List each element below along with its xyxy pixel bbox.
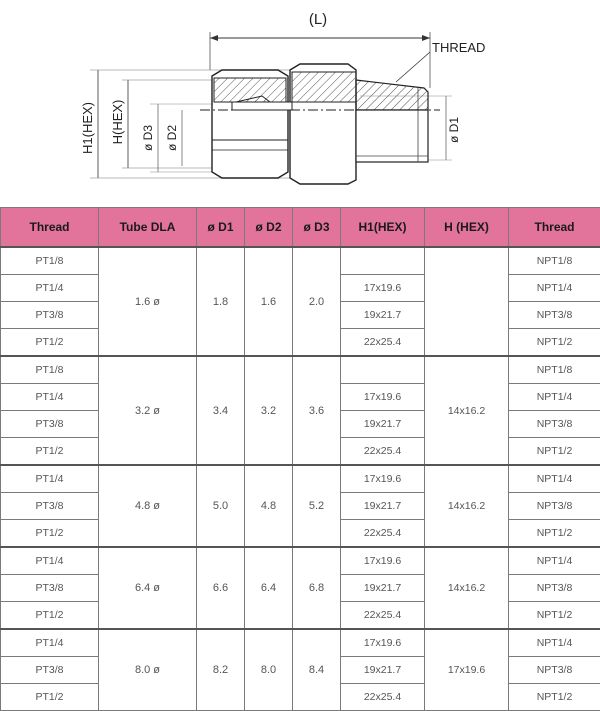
thread-cell: PT1/4 <box>1 547 99 575</box>
table-row <box>1 356 600 384</box>
thread-cell: PT1/2 <box>1 684 99 711</box>
header-thread: Thread <box>1 208 99 248</box>
thread-cell: PT3/8 <box>1 302 99 329</box>
thread-leader <box>396 52 430 82</box>
header-d3: ø D3 <box>293 208 341 248</box>
thread-label: THREAD <box>432 40 485 55</box>
d2-cell: 4.8 <box>245 465 293 547</box>
h1-hex-cell: 19x21.7 <box>341 411 425 438</box>
tube-dla-cell: 1.6 ø <box>99 247 197 356</box>
h-hex-cell <box>425 247 509 356</box>
h1-hex-cell: 22x25.4 <box>341 438 425 466</box>
h-hex-cell: 14x16.2 <box>425 465 509 547</box>
thread-cell: PT1/8 <box>1 356 99 384</box>
h1-hex-cell <box>341 247 425 275</box>
h1-label: H1(HEX) <box>80 102 95 154</box>
table-row <box>1 629 600 657</box>
thread-cell: PT1/4 <box>1 465 99 493</box>
header-d2: ø D2 <box>245 208 293 248</box>
h1-hex-cell: 17x19.6 <box>341 275 425 302</box>
thread-cell: PT1/2 <box>1 602 99 630</box>
npt-thread-cell: NPT1/4 <box>509 275 600 302</box>
thread-cell: PT1/2 <box>1 520 99 548</box>
d1-cell: 1.8 <box>197 247 245 356</box>
thread-cell: PT3/8 <box>1 493 99 520</box>
npt-thread-cell: NPT3/8 <box>509 411 600 438</box>
thread-cell: PT1/4 <box>1 384 99 411</box>
table-header-row <box>1 208 600 248</box>
npt-thread-cell: NPT1/2 <box>509 602 600 630</box>
body-section-hatch <box>292 72 356 102</box>
header-h-hex: H (HEX) <box>425 208 509 248</box>
npt-thread-cell: NPT1/8 <box>509 356 600 384</box>
length-arrow-right <box>422 35 430 41</box>
h1-hex-cell: 19x21.7 <box>341 493 425 520</box>
h1-hex-cell: 22x25.4 <box>341 520 425 548</box>
d3-cell: 5.2 <box>293 465 341 547</box>
npt-thread-cell: NPT1/2 <box>509 438 600 466</box>
d2-cell: 3.2 <box>245 356 293 465</box>
header-d1: ø D1 <box>197 208 245 248</box>
table-row <box>1 247 600 275</box>
npt-thread-cell: NPT3/8 <box>509 657 600 684</box>
d1-cell: 6.6 <box>197 547 245 629</box>
npt-thread-cell: NPT1/2 <box>509 329 600 357</box>
npt-thread-cell: NPT1/4 <box>509 384 600 411</box>
npt-thread-cell: NPT3/8 <box>509 493 600 520</box>
thread-cell: PT3/8 <box>1 657 99 684</box>
h1-hex-cell: 19x21.7 <box>341 575 425 602</box>
tube-dla-cell: 6.4 ø <box>99 547 197 629</box>
npt-thread-cell: NPT1/4 <box>509 629 600 657</box>
npt-thread-cell: NPT1/4 <box>509 465 600 493</box>
spec-table <box>0 207 600 711</box>
h1-hex-cell: 19x21.7 <box>341 657 425 684</box>
thread-cell: PT1/4 <box>1 629 99 657</box>
npt-thread-cell: NPT1/2 <box>509 684 600 711</box>
d1-cell: 8.2 <box>197 629 245 711</box>
d2-cell: 8.0 <box>245 629 293 711</box>
h1-hex-cell: 22x25.4 <box>341 684 425 711</box>
h1-hex-cell: 22x25.4 <box>341 329 425 357</box>
h1-hex-cell: 17x19.6 <box>341 629 425 657</box>
d3-cell: 2.0 <box>293 247 341 356</box>
thread-cell: PT3/8 <box>1 575 99 602</box>
d1-cell: 3.4 <box>197 356 245 465</box>
d3-cell: 3.6 <box>293 356 341 465</box>
d2-cell: 6.4 <box>245 547 293 629</box>
thread-cell: PT1/2 <box>1 438 99 466</box>
h1-hex-cell: 17x19.6 <box>341 547 425 575</box>
thread-cell: PT1/8 <box>1 247 99 275</box>
length-label: (L) <box>309 11 327 28</box>
h-hex-cell: 14x16.2 <box>425 356 509 465</box>
header-tube-dla: Tube DLA <box>99 208 197 248</box>
d3-cell: 6.8 <box>293 547 341 629</box>
h-hex-cell: 14x16.2 <box>425 547 509 629</box>
npt-thread-cell: NPT3/8 <box>509 302 600 329</box>
thread-cell: PT1/2 <box>1 329 99 357</box>
d1-cell: 5.0 <box>197 465 245 547</box>
tube-stub <box>232 102 292 110</box>
h1-hex-cell: 22x25.4 <box>341 602 425 630</box>
npt-thread-cell: NPT3/8 <box>509 575 600 602</box>
fitting-drawing <box>0 0 600 200</box>
header-h1-hex: H1(HEX) <box>341 208 425 248</box>
h1-hex-cell <box>341 356 425 384</box>
d1-label: ø D1 <box>447 117 461 143</box>
d2-label: ø D2 <box>165 125 179 151</box>
h-hex-cell: 17x19.6 <box>425 629 509 711</box>
npt-thread-cell: NPT1/2 <box>509 520 600 548</box>
tube-dla-cell: 8.0 ø <box>99 629 197 711</box>
d3-label: ø D3 <box>141 125 155 151</box>
d3-cell: 8.4 <box>293 629 341 711</box>
npt-thread-cell: NPT1/4 <box>509 547 600 575</box>
thread-cell: PT3/8 <box>1 411 99 438</box>
h1-hex-cell: 17x19.6 <box>341 465 425 493</box>
thread-body <box>356 110 428 162</box>
h1-hex-cell: 19x21.7 <box>341 302 425 329</box>
tube-dla-cell: 4.8 ø <box>99 465 197 547</box>
tube-dla-cell: 3.2 ø <box>99 356 197 465</box>
h1-hex-cell: 17x19.6 <box>341 384 425 411</box>
thread-cell: PT1/4 <box>1 275 99 302</box>
length-arrow-left <box>210 35 218 41</box>
table-row <box>1 465 600 493</box>
d2-cell: 1.6 <box>245 247 293 356</box>
header-npt-thread: Thread <box>509 208 600 248</box>
table-row <box>1 547 600 575</box>
h-label: H(HEX) <box>110 100 125 145</box>
npt-thread-cell: NPT1/8 <box>509 247 600 275</box>
thread-section <box>356 80 428 110</box>
